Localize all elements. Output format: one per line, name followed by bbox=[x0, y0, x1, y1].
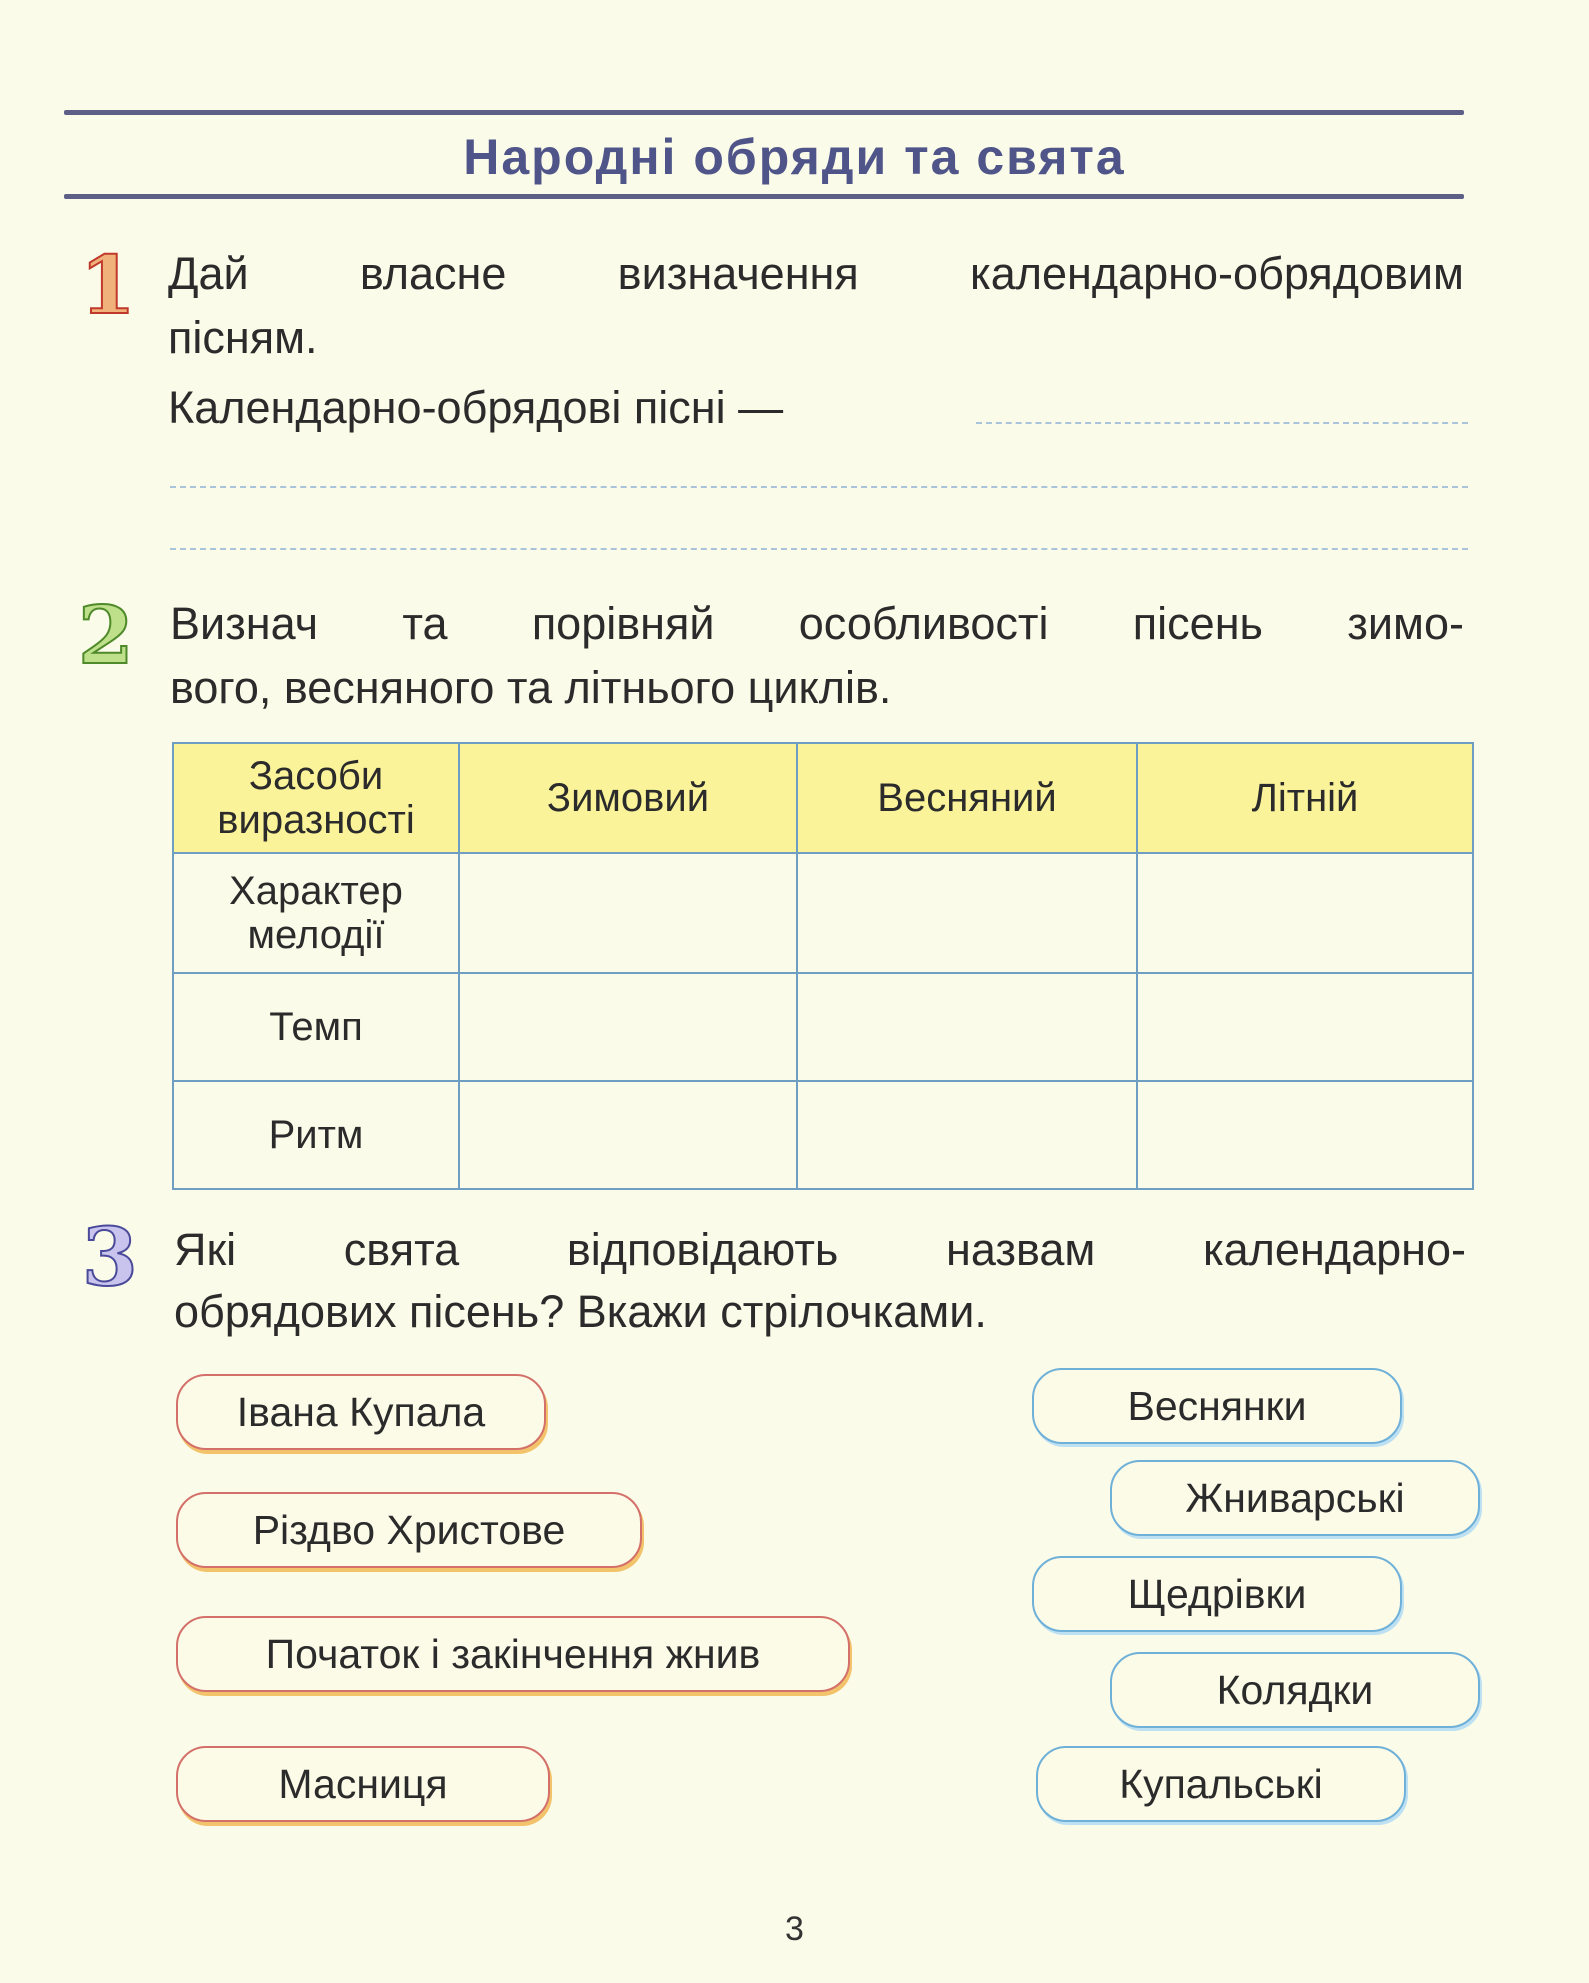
song-kupalski[interactable]: Купальські bbox=[1036, 1746, 1406, 1822]
task-3-text-line1: Які свята відповідають назвам календарно- bbox=[174, 1224, 1466, 1275]
table-row-label: Характер мелодії bbox=[173, 853, 459, 973]
table-row bbox=[173, 1081, 1473, 1189]
table-cell[interactable] bbox=[1137, 973, 1473, 1081]
task-1-prompt: Календарно-обрядові пісні — bbox=[168, 382, 784, 433]
page-title: Народні обряди та свята bbox=[463, 129, 1126, 185]
task-2-text-line1: Визнач та порівняй особливості пісень зимо- bbox=[170, 598, 1464, 649]
header-rule-top bbox=[64, 110, 1464, 115]
song-zhnyvarski[interactable]: Жниварські bbox=[1110, 1460, 1480, 1536]
table-cell[interactable] bbox=[797, 853, 1137, 973]
table-header-cell: Літній bbox=[1137, 743, 1473, 853]
table-cell[interactable] bbox=[1137, 853, 1473, 973]
table-cell[interactable] bbox=[1137, 1081, 1473, 1189]
page-number: 3 bbox=[785, 1910, 804, 1948]
task-2-number: 2 bbox=[78, 588, 134, 682]
table-header-cell: Весняний bbox=[797, 743, 1137, 853]
table-row bbox=[173, 853, 1473, 973]
table-cell[interactable] bbox=[797, 1081, 1137, 1189]
table-cell[interactable] bbox=[459, 853, 797, 973]
task-2-text-line2: вого, весняного та літнього циклів. bbox=[170, 662, 892, 713]
comparison-table bbox=[172, 742, 1474, 1190]
table-row-label: Ритм bbox=[173, 1081, 459, 1189]
table-cell[interactable] bbox=[459, 1081, 797, 1189]
table-row-label: Темп bbox=[173, 973, 459, 1081]
header-rule-bottom bbox=[64, 194, 1464, 199]
table-row bbox=[173, 973, 1473, 1081]
table-cell[interactable] bbox=[797, 973, 1137, 1081]
task-3-text-line2: обрядових пісень? Вкажи стрілочками. bbox=[174, 1286, 987, 1337]
answer-line-1[interactable] bbox=[976, 422, 1468, 424]
answer-line-3[interactable] bbox=[170, 548, 1468, 550]
task-1-number: 1 bbox=[80, 238, 136, 332]
task-1-text-line1: Дай власне визначення календарно-обрядовим bbox=[168, 248, 1464, 299]
holiday-ivana-kupala[interactable]: Івана Купала bbox=[176, 1374, 546, 1450]
song-vesnianky[interactable]: Веснянки bbox=[1032, 1368, 1402, 1444]
table-header-row bbox=[173, 743, 1473, 853]
task-1-text-line2: пісням. bbox=[168, 312, 318, 363]
table-header-cell: Засоби виразності bbox=[173, 743, 459, 853]
holiday-masnytsia[interactable]: Масниця bbox=[176, 1746, 550, 1822]
table-cell[interactable] bbox=[459, 973, 797, 1081]
task-3-number: 3 bbox=[82, 1210, 138, 1304]
table-header-cell: Зимовий bbox=[459, 743, 797, 853]
answer-line-2[interactable] bbox=[170, 486, 1468, 488]
holiday-pochatok-zhnyv[interactable]: Початок і закінчення жнив bbox=[176, 1616, 850, 1692]
song-shchedrivky[interactable]: Щедрівки bbox=[1032, 1556, 1402, 1632]
holiday-rizdvo-khrystove[interactable]: Різдво Христове bbox=[176, 1492, 642, 1568]
song-koliadky[interactable]: Колядки bbox=[1110, 1652, 1480, 1728]
